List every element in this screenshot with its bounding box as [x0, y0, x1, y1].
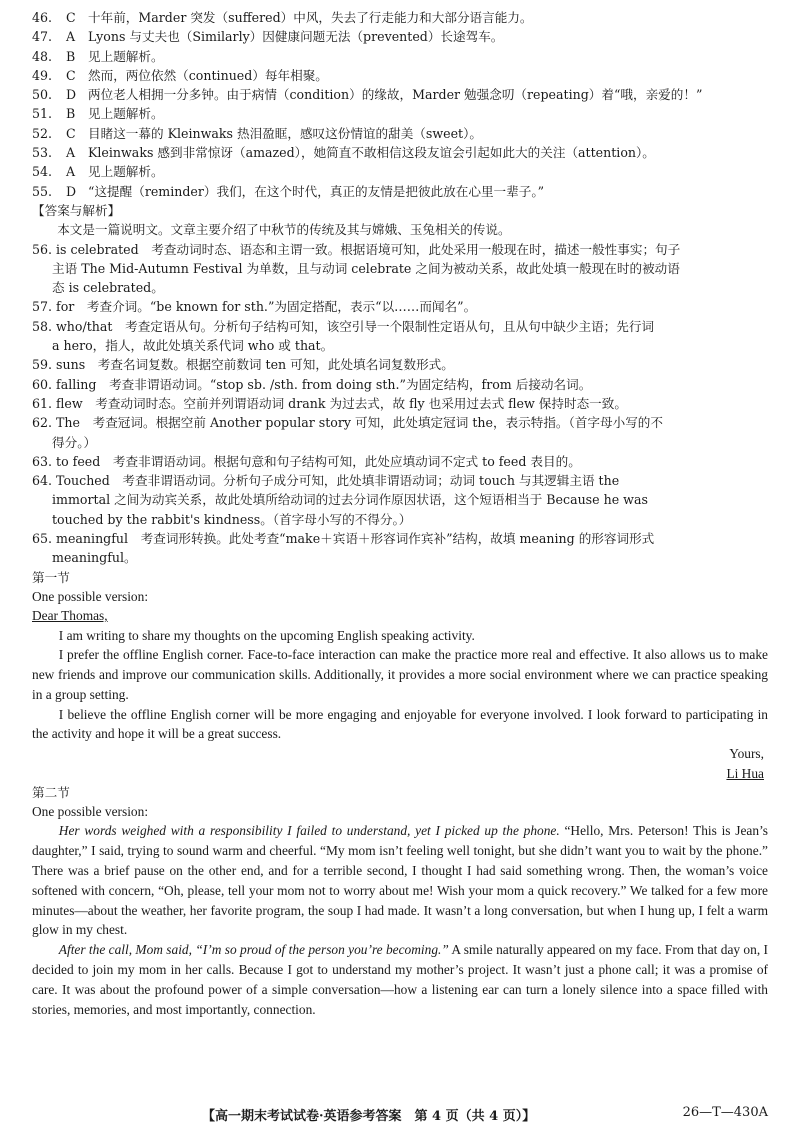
answer-number: 56. is celebrated [32, 241, 139, 257]
answer-52: 52. C 目睹这一幕的 Kleinwaks 热泪盈眶，感叹这份情谊的甜美（sweet）。 [32, 125, 482, 141]
answer-58: 58. who/that 考查定语从句。分析句子结构可知，该空引导一个限制性定语从句，且从句中缺少主语；先行词 a hero，指人，故此处填关系代词 who 或 that。 [32, 318, 655, 354]
letter [32, 587, 768, 783]
answers-46-55 [32, 8, 768, 201]
answer-50: 50. D 两位老人相拥一分多钟。由于病情（condition）的缘故，Marder 勉强念叨（repeating）着“哦，亲爱的！” [32, 87, 703, 103]
answer-61: 61. flew 考查动词时态。空前并列谓语动词 drank 为过去式，故 fly 也采用过去式 flew 保持时态一致。 [32, 395, 627, 411]
story-paragraph-1: Her words weighed with a responsibility I failed to understand, yet I picked up the phone. “Hello, Mrs. Peterson! This is Jean’s daughter,” I said, trying to sound warm and cheerful. “My mom isn’t feeling well tonight, but she didn’t want you to wait by the phone.” There was a brief pause on the other end, and for a terrible second, I thought I had said something wrong. Then, the woman’s voice softened with concern, “Oh, please, tell your mom not to worry about me! Wish your mom a quick recovery.” We talked for a few more minutes—about the weather, her favorite program, the soup I had made. It wasn’t a long conversation, but when I hung up, I felt a warm glow in my chest. [32, 823, 768, 938]
section-1-heading: 第一节 [32, 569, 70, 585]
answer-57: 57. for 考查介词。“be known for sth.”为固定搭配，表示“以……而闻名”。 [32, 299, 477, 315]
letter-paragraph: I believe the offline English corner will be more engaging and enjoyable for everyone involved. I look forward to participating in the activity and hope it will be a great success. [32, 706, 768, 742]
page-footer [0, 1105, 800, 1127]
page-content [32, 8, 768, 1019]
answer-number: 64. Touched [32, 473, 110, 489]
answer-64: 64. Touched 考查非谓语动词。分析句子成分可知，此处填非谓语动词；动词 touch 与其逻辑主语 the immortal 之间为动宾关系，故此处填所给动词的过去分词作原因状语，这个短语相当于 Because he was touched by the rabbit's kindness。（首字母小写的不得分。） [32, 473, 648, 527]
answer-62: 62. The 考查冠词。根据空前 Another popular story 可知，此处填定冠词 the，表示特指。（首字母小写的不 得分。） [32, 415, 663, 450]
answer-53: 53. A Kleinwaks 感到非常惊讶（amazed），她简直不敢相信这段友谊会引起如此大的关注（attention）。 [32, 145, 655, 161]
answer-number: 62. The [32, 415, 80, 431]
answer-number: 63. to feed [32, 453, 101, 469]
answer-55: 55. D “这提醒（reminder）我们，在这个时代，真正的友情是把彼此放在心里一辈子。” [32, 183, 545, 199]
answer-49: 49. C 然而，两位依然（continued）每年相聚。 [32, 67, 328, 83]
story-paragraph-2: After the call, Mom said, “I’m so proud of the person you’re becoming.” A smile naturally appeared on my face. From that day on, I decided to join my mom in her calls. Because I got to understand my mother’s project. It wasn’t just a phone call; it was a promise of care. It was about the profound power of a simple conversation—how a listening ear can turn a lonely silence into a space filled with stories, memories, and most importantly, connection. [32, 942, 768, 1017]
answer-48: 48. B 见上题解析。 [32, 48, 164, 64]
answer-65: 65. meaningful 考查词形转换。此处考查“make＋宾语＋形容词作宾补”结构，故填 meaning 的形容词形式 meaningful。 [32, 531, 655, 566]
answer-59: 59. suns 考查名词复数。根据空前数词 ten 可知，此处填名词复数形式。 [32, 357, 454, 373]
story [32, 802, 768, 1019]
possible-version-label: One possible version: [32, 588, 149, 604]
answer-51: 51. B 见上题解析。 [32, 106, 164, 122]
answer-number: 61. flew [32, 395, 83, 411]
answer-56: 56. is celebrated 考查动词时态、语态和主谓一致。根据语境可知，此处采用一般现在时，描述一般性事实；句子 主语 The Mid-Autumn Festival 为单数，且与动词 celebrate 之间为被动关系，故此处填一般现在时的被动语 态 is celebrated。 [32, 241, 681, 296]
footer-title: 【高一期末考试试卷·英语参考答案 第 4 页（共 4 页）】 [202, 1109, 536, 1124]
letter-salutation: Dear Thomas, [32, 608, 108, 624]
answer-47: 47. A Lyons 与丈夫也（Similarly）因健康问题无法（prevented）长途驾车。 [32, 29, 504, 45]
letter-paragraph: I am writing to share my thoughts on the upcoming English speaking activity. [58, 627, 475, 643]
passage-intro: 本文是一篇说明文。文章主要介绍了中秋节的传统及其与嫦娥、玉兔相关的传说。 [57, 222, 511, 238]
section-2-heading: 第二节 [32, 784, 70, 800]
answer-number: 60. falling [32, 376, 97, 392]
answer-60: 60. falling 考查非谓语动词。“stop sb. /sth. from doing sth.”为固定结构，from 后接动名词。 [32, 376, 592, 392]
answer-number: 65. meaningful [32, 531, 129, 547]
letter-signature: Li Hua [726, 765, 764, 781]
footer-code: 26—T—430A [682, 1105, 768, 1120]
answer-number: 59. suns [32, 357, 86, 373]
answer-63: 63. to feed 考查非谓语动词。根据句意和句子结构可知，此处应填动词不定式 to feed 表目的。 [32, 453, 581, 469]
answer-46: 46. C 十年前，Marder 突发（suffered）中风，失去了行走能力和大部分语言能力。 [32, 10, 533, 25]
possible-version-label: One possible version: [32, 804, 149, 820]
answer-54: 54. A 见上题解析。 [32, 164, 164, 180]
letter-paragraph: I prefer the offline English corner. Face-to-face interaction can make the practice more real and effective. It also allows us to make new friends and improve our communication skills. Additionally, it provides a more social environment where we can practice speaking in a group setting. [32, 647, 768, 702]
answer-number: 57. for [32, 299, 75, 315]
section-answer-heading: 【答案与解析】 [32, 202, 121, 218]
letter-closing: Yours, [729, 746, 764, 762]
answer-number: 58. who/that [32, 318, 113, 334]
answers-56-65 [32, 240, 768, 568]
